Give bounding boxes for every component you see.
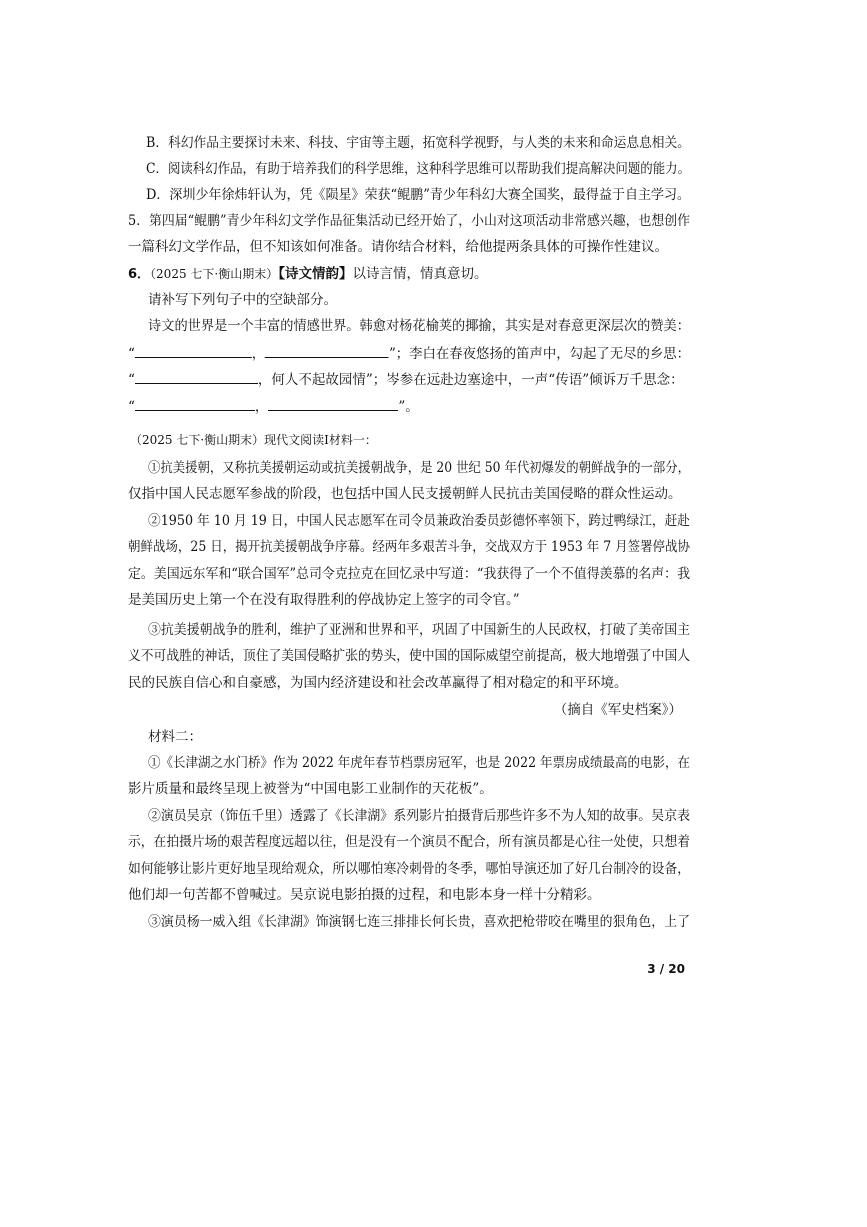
m1-p3-line-2: 义不可战胜的神话，顶住了美国侵略扩张的势头，使中国的国际威望空前提高，极大地增强了中国人 — [128, 648, 690, 664]
m2-p2-line-3: 如何能够让影片更好地呈现给观众，所以哪怕寒冷刺骨的冬季，哪怕导演还加了好几台制冷的设备， — [128, 861, 690, 877]
fill-line-3-tail: ”。 — [398, 399, 419, 415]
m1-p3-line-1: ③抗美援朝战争的胜利，维护了亚洲和世界和平，巩固了中国新生的人民政权，打破了美帝国主 — [148, 622, 690, 638]
m2-p2-line-4: 他们却一句苦都不曾喊过。吴京说电影拍摄的过程，和电影本身一样十分精彩。 — [128, 887, 601, 903]
question-6-intro: 诗文的世界是一个丰富的情感世界。韩愈对杨花榆荚的揶揄，其实是对春意更深层次的赞美： — [148, 318, 690, 334]
question-5-line-2: 一篇科幻文学作品，但不知该如何准备。请你结合材料，给他提两条具体的可操作性建议。 — [128, 239, 668, 255]
m2-p1-line-1: ①《长津湖之水门桥》作为 2022 年虎年春节档票房冠军，也是 2022 年票房成绩最高的电影，在 — [148, 755, 690, 771]
question-6-heading — [128, 265, 487, 284]
m1-p2-line-3: 定。美国远东军和“联合国军”总司令克拉克在回忆录中写道：“我获得了一个不值得羡慕的名声：我 — [128, 566, 690, 582]
m1-p2-line-1: ②1950 年 10 月 19 日，中国人民志愿军在司令员兼政治委员彭德怀率领下，跨过鸭绿江，赶赴 — [148, 513, 690, 529]
m2-p3-line-1: ③演员杨一威入组《长津湖》饰演钢七连三排排长何长贵，喜欢把枪带咬在嘴里的狠角色，上了 — [148, 914, 690, 930]
fill-line-2 — [128, 370, 684, 389]
fill-line-1 — [128, 344, 690, 363]
comma: ， — [254, 399, 269, 415]
m2-p1-line-2: 影片质量和最终呈现上被誉为“中国电影工业制作的天花板”。 — [128, 781, 493, 797]
question-5-line-1: 5．第四届“鲲鹏”青少年科幻文学作品征集活动已经开始了，小山对这项活动非常感兴趣，也想创作 — [128, 213, 690, 229]
page-number: 3 / 20 — [647, 962, 685, 976]
m1-p1-line-1: ①抗美援朝，又称抗美援朝运动或抗美援朝战争，是 20 世纪 50 年代初爆发的朝鲜战争的一部分， — [148, 460, 690, 476]
open-quote: “ — [128, 372, 135, 388]
m1-p3-line-3: 民的民族自信心和自豪感，为国内经济建设和社会改革赢得了相对稳定的和平环境。 — [128, 675, 628, 691]
m1-p2-line-2: 朝鲜战场，25 日，揭开抗美援朝战争序幕。经两年多艰苦斗争，交战双方于 1953 年 7 月签署停战协 — [128, 539, 690, 555]
option-c: C．阅读科幻作品，有助于培养我们的科学思维，这种科学思维可以帮助我们提高解决问题的能力。 — [146, 161, 690, 177]
fill-line-3 — [128, 397, 419, 416]
question-6-instruction: 请补写下列句子中的空缺部分。 — [148, 292, 337, 308]
reading-header: （2025 七下·衡山期末）现代文阅读Ⅰ材料一： — [130, 433, 377, 447]
comma: ， — [251, 346, 266, 362]
answer-blank-4[interactable] — [135, 397, 255, 411]
question-6-label: 【诗文情韵】 — [278, 266, 353, 282]
question-6-number: 6． — [128, 267, 151, 282]
open-quote: “ — [128, 399, 135, 415]
option-d: D．深圳少年徐炜轩认为，凭《陨星》荣获“鲲鹏”青少年科幻大赛全国奖，最得益于自主学习。 — [146, 187, 690, 203]
material-1-source: （摘自《军史档案》） — [553, 702, 682, 718]
question-6-prompt: 以诗言情，情真意切。 — [352, 266, 488, 282]
m1-p1-line-2: 仅指中国人民志愿军参战的阶段，也包括中国人民支援朝鲜人民抗击美国侵略的群众性运动。 — [128, 486, 682, 502]
answer-blank-5[interactable] — [268, 397, 398, 411]
fill-line-2-tail: ，何人不起故园情”；岑参在远赴边塞途中，一声“传语”倾诉万千思念： — [257, 372, 684, 388]
option-b: B．科幻作品主要探讨未来、科技、宇宙等主题，拓宽科学视野，与人类的未来和命运息息相关。 — [146, 135, 690, 151]
material-2-title: 材料二： — [148, 729, 202, 745]
answer-blank-1[interactable] — [135, 344, 252, 358]
m2-p2-line-2: 示，在拍摄片场的艰苦程度远超以往，但是没有一个演员不配合，所有演员都是心往一处使，只想着 — [128, 834, 690, 850]
fill-line-1-tail: ”；李白在春夜悠扬的笛声中，勾起了无尽的乡思： — [388, 346, 690, 362]
answer-blank-3[interactable] — [135, 370, 258, 384]
question-6-source: （2025 七下·衡山期末） — [150, 267, 279, 281]
m2-p2-line-1: ②演员吴京（饰伍千里）透露了《长津湖》系列影片拍摄背后那些许多不为人知的故事。吴京表 — [148, 808, 690, 824]
open-quote: “ — [128, 346, 135, 362]
m1-p2-line-4: 是美国历史上第一个在没有取得胜利的停战协定上签字的司令官。” — [128, 592, 520, 608]
answer-blank-2[interactable] — [265, 344, 389, 358]
